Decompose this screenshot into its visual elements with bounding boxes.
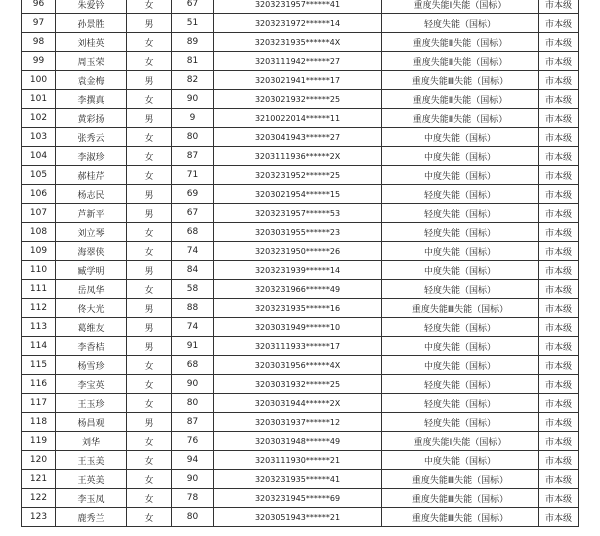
gender-cell: 女 [127, 508, 172, 527]
disability-level-cell: 轻度失能（国标） [382, 14, 539, 33]
disability-level-cell: 重度失能Ⅱ失能（国标） [382, 90, 539, 109]
id-number-cell: 3203021932******25 [214, 90, 382, 109]
disability-level-cell: 轻度失能（国标） [382, 318, 539, 337]
age-cell: 88 [172, 299, 214, 318]
row-number-cell: 104 [22, 147, 56, 166]
jurisdiction-cell: 市本级 [539, 52, 579, 71]
disability-level-cell: 重度失能Ⅱ失能（国标） [382, 33, 539, 52]
table-row [22, 204, 579, 223]
age-cell: 90 [172, 90, 214, 109]
name-cell: 孙景胜 [56, 14, 127, 33]
disability-level-cell: 重度失能Ⅰ失能（国标） [382, 0, 539, 14]
table-row [22, 52, 579, 71]
row-number-cell: 119 [22, 432, 56, 451]
name-cell: 杨雪珍 [56, 356, 127, 375]
disability-level-cell: 中度失能（国标） [382, 337, 539, 356]
jurisdiction-cell: 市本级 [539, 318, 579, 337]
row-number-cell: 123 [22, 508, 56, 527]
jurisdiction-cell: 市本级 [539, 166, 579, 185]
disability-level-cell: 轻度失能（国标） [382, 185, 539, 204]
disability-level-cell: 重度失能Ⅲ失能（国标） [382, 470, 539, 489]
disability-level-cell: 重度失能Ⅲ失能（国标） [382, 71, 539, 90]
gender-cell: 女 [127, 470, 172, 489]
jurisdiction-cell: 市本级 [539, 0, 579, 14]
name-cell: 海翠侠 [56, 242, 127, 261]
jurisdiction-cell: 市本级 [539, 337, 579, 356]
row-number-cell: 118 [22, 413, 56, 432]
table-row [22, 261, 579, 280]
age-cell: 9 [172, 109, 214, 128]
gender-cell: 男 [127, 337, 172, 356]
id-number-cell: 3203231945******69 [214, 489, 382, 508]
name-cell: 佟大光 [56, 299, 127, 318]
name-cell: 刘华 [56, 432, 127, 451]
jurisdiction-cell: 市本级 [539, 451, 579, 470]
age-cell: 82 [172, 71, 214, 90]
age-cell: 74 [172, 318, 214, 337]
age-cell: 67 [172, 0, 214, 14]
gender-cell: 男 [127, 204, 172, 223]
id-number-cell: 3203231957******41 [214, 0, 382, 14]
row-number-cell: 102 [22, 109, 56, 128]
age-cell: 81 [172, 52, 214, 71]
table-row [22, 451, 579, 470]
disability-level-cell: 轻度失能（国标） [382, 394, 539, 413]
row-number-cell: 96 [22, 0, 56, 14]
row-number-cell: 111 [22, 280, 56, 299]
gender-cell: 女 [127, 242, 172, 261]
disability-level-cell: 中度失能（国标） [382, 261, 539, 280]
table-row [22, 147, 579, 166]
disability-level-cell: 中度失能（国标） [382, 147, 539, 166]
id-number-cell: 3203041943******27 [214, 128, 382, 147]
name-cell: 李淑珍 [56, 147, 127, 166]
gender-cell: 男 [127, 185, 172, 204]
age-cell: 69 [172, 185, 214, 204]
name-cell: 朱爱钤 [56, 0, 127, 14]
jurisdiction-cell: 市本级 [539, 109, 579, 128]
table-row [22, 299, 579, 318]
name-cell: 郝桂芹 [56, 166, 127, 185]
age-cell: 90 [172, 375, 214, 394]
table-row [22, 508, 579, 527]
age-cell: 74 [172, 242, 214, 261]
id-number-cell: 3210022014******11 [214, 109, 382, 128]
row-number-cell: 100 [22, 71, 56, 90]
name-cell: 王玉美 [56, 451, 127, 470]
gender-cell: 男 [127, 109, 172, 128]
name-cell: 刘桂英 [56, 33, 127, 52]
row-number-cell: 120 [22, 451, 56, 470]
gender-cell: 女 [127, 128, 172, 147]
age-cell: 80 [172, 128, 214, 147]
age-cell: 87 [172, 147, 214, 166]
id-number-cell: 3203021941******17 [214, 71, 382, 90]
jurisdiction-cell: 市本级 [539, 356, 579, 375]
disability-level-cell: 轻度失能（国标） [382, 204, 539, 223]
row-number-cell: 114 [22, 337, 56, 356]
gender-cell: 女 [127, 166, 172, 185]
jurisdiction-cell: 市本级 [539, 147, 579, 166]
disability-level-cell: 中度失能（国标） [382, 451, 539, 470]
table-row [22, 223, 579, 242]
name-cell: 刘立琴 [56, 223, 127, 242]
gender-cell: 女 [127, 33, 172, 52]
disability-level-cell: 中度失能（国标） [382, 128, 539, 147]
row-number-cell: 121 [22, 470, 56, 489]
row-number-cell: 116 [22, 375, 56, 394]
table-body [22, 0, 579, 527]
table-row [22, 413, 579, 432]
table-row [22, 242, 579, 261]
name-cell: 周玉荣 [56, 52, 127, 71]
table-row [22, 356, 579, 375]
row-number-cell: 112 [22, 299, 56, 318]
age-cell: 71 [172, 166, 214, 185]
name-cell: 岳凤华 [56, 280, 127, 299]
disability-level-cell: 轻度失能（国标） [382, 280, 539, 299]
age-cell: 84 [172, 261, 214, 280]
row-number-cell: 109 [22, 242, 56, 261]
gender-cell: 女 [127, 489, 172, 508]
row-number-cell: 107 [22, 204, 56, 223]
gender-cell: 男 [127, 71, 172, 90]
name-cell: 王玉珍 [56, 394, 127, 413]
disability-level-cell: 轻度失能（国标） [382, 375, 539, 394]
name-cell: 臧学明 [56, 261, 127, 280]
table-row [22, 280, 579, 299]
row-number-cell: 98 [22, 33, 56, 52]
jurisdiction-cell: 市本级 [539, 413, 579, 432]
name-cell: 李香桔 [56, 337, 127, 356]
age-cell: 58 [172, 280, 214, 299]
id-number-cell: 3203231935******4X [214, 33, 382, 52]
jurisdiction-cell: 市本级 [539, 33, 579, 52]
age-cell: 94 [172, 451, 214, 470]
row-number-cell: 106 [22, 185, 56, 204]
gender-cell: 女 [127, 356, 172, 375]
gender-cell: 男 [127, 318, 172, 337]
jurisdiction-cell: 市本级 [539, 185, 579, 204]
name-cell: 鹿秀兰 [56, 508, 127, 527]
id-number-cell: 3203031955******23 [214, 223, 382, 242]
disability-level-cell: 中度失能（国标） [382, 242, 539, 261]
disability-level-cell: 重度失能Ⅱ失能（国标） [382, 109, 539, 128]
id-number-cell: 3203231939******14 [214, 261, 382, 280]
disability-level-cell: 中度失能（国标） [382, 356, 539, 375]
table-row [22, 128, 579, 147]
age-cell: 89 [172, 33, 214, 52]
name-cell: 李撰真 [56, 90, 127, 109]
jurisdiction-cell: 市本级 [539, 90, 579, 109]
row-number-cell: 101 [22, 90, 56, 109]
disability-level-cell: 重度失能Ⅱ失能（国标） [382, 52, 539, 71]
gender-cell: 女 [127, 280, 172, 299]
row-number-cell: 122 [22, 489, 56, 508]
row-number-cell: 108 [22, 223, 56, 242]
age-cell: 78 [172, 489, 214, 508]
jurisdiction-cell: 市本级 [539, 280, 579, 299]
table-row [22, 33, 579, 52]
name-cell: 杨昌观 [56, 413, 127, 432]
gender-cell: 男 [127, 299, 172, 318]
id-number-cell: 3203051943******21 [214, 508, 382, 527]
age-cell: 87 [172, 413, 214, 432]
gender-cell: 女 [127, 52, 172, 71]
gender-cell: 女 [127, 432, 172, 451]
jurisdiction-cell: 市本级 [539, 299, 579, 318]
id-number-cell: 3203111930******21 [214, 451, 382, 470]
table-row [22, 71, 579, 90]
id-number-cell: 3203031949******10 [214, 318, 382, 337]
jurisdiction-cell: 市本级 [539, 128, 579, 147]
name-cell: 杨志民 [56, 185, 127, 204]
jurisdiction-cell: 市本级 [539, 489, 579, 508]
row-number-cell: 113 [22, 318, 56, 337]
table-row [22, 318, 579, 337]
row-number-cell: 103 [22, 128, 56, 147]
gender-cell: 女 [127, 147, 172, 166]
id-number-cell: 3203031937******12 [214, 413, 382, 432]
table-row [22, 432, 579, 451]
gender-cell: 女 [127, 90, 172, 109]
table-row [22, 337, 579, 356]
gender-cell: 女 [127, 375, 172, 394]
age-cell: 68 [172, 223, 214, 242]
jurisdiction-cell: 市本级 [539, 432, 579, 451]
disability-level-cell: 中度失能（国标） [382, 166, 539, 185]
id-number-cell: 3203231966******49 [214, 280, 382, 299]
table-row [22, 0, 579, 14]
gender-cell: 女 [127, 223, 172, 242]
gender-cell: 男 [127, 14, 172, 33]
name-cell: 王英美 [56, 470, 127, 489]
id-number-cell: 3203031948******49 [214, 432, 382, 451]
table-row [22, 394, 579, 413]
table-row [22, 489, 579, 508]
id-number-cell: 3203111936******2X [214, 147, 382, 166]
gender-cell: 女 [127, 0, 172, 14]
gender-cell: 男 [127, 261, 172, 280]
disability-level-cell: 轻度失能（国标） [382, 413, 539, 432]
jurisdiction-cell: 市本级 [539, 14, 579, 33]
table-row [22, 14, 579, 33]
row-number-cell: 117 [22, 394, 56, 413]
name-cell: 葛维友 [56, 318, 127, 337]
disability-level-cell: 重度失能Ⅰ失能（国标） [382, 432, 539, 451]
disability-level-cell: 重度失能Ⅲ失能（国标） [382, 489, 539, 508]
row-number-cell: 97 [22, 14, 56, 33]
row-number-cell: 99 [22, 52, 56, 71]
id-number-cell: 3203031944******2X [214, 394, 382, 413]
id-number-cell: 3203231935******41 [214, 470, 382, 489]
id-number-cell: 3203111942******27 [214, 52, 382, 71]
jurisdiction-cell: 市本级 [539, 223, 579, 242]
name-cell: 李玉凤 [56, 489, 127, 508]
age-cell: 80 [172, 394, 214, 413]
gender-cell: 男 [127, 413, 172, 432]
id-number-cell: 3203231957******53 [214, 204, 382, 223]
age-cell: 67 [172, 204, 214, 223]
disability-level-cell: 轻度失能（国标） [382, 223, 539, 242]
age-cell: 68 [172, 356, 214, 375]
jurisdiction-cell: 市本级 [539, 71, 579, 90]
id-number-cell: 3203031932******25 [214, 375, 382, 394]
disability-level-cell: 重度失能Ⅲ失能（国标） [382, 508, 539, 527]
table-row [22, 470, 579, 489]
gender-cell: 女 [127, 394, 172, 413]
name-cell: 张秀云 [56, 128, 127, 147]
name-cell: 芦新平 [56, 204, 127, 223]
disability-assessment-table [21, 0, 579, 527]
disability-level-cell: 重度失能Ⅲ失能（国标） [382, 299, 539, 318]
age-cell: 76 [172, 432, 214, 451]
table-row [22, 90, 579, 109]
jurisdiction-cell: 市本级 [539, 242, 579, 261]
row-number-cell: 110 [22, 261, 56, 280]
table-row [22, 185, 579, 204]
name-cell: 李宝英 [56, 375, 127, 394]
name-cell: 黄彩扬 [56, 109, 127, 128]
jurisdiction-cell: 市本级 [539, 508, 579, 527]
id-number-cell: 3203231950******26 [214, 242, 382, 261]
id-number-cell: 3203231952******25 [214, 166, 382, 185]
id-number-cell: 3203021954******15 [214, 185, 382, 204]
jurisdiction-cell: 市本级 [539, 261, 579, 280]
age-cell: 80 [172, 508, 214, 527]
id-number-cell: 3203231935******16 [214, 299, 382, 318]
name-cell: 袁金梅 [56, 71, 127, 90]
age-cell: 51 [172, 14, 214, 33]
table-row [22, 166, 579, 185]
table-row [22, 375, 579, 394]
id-number-cell: 3203111933******17 [214, 337, 382, 356]
row-number-cell: 105 [22, 166, 56, 185]
jurisdiction-cell: 市本级 [539, 375, 579, 394]
id-number-cell: 3203231972******14 [214, 14, 382, 33]
row-number-cell: 115 [22, 356, 56, 375]
gender-cell: 女 [127, 451, 172, 470]
id-number-cell: 3203031956******4X [214, 356, 382, 375]
age-cell: 90 [172, 470, 214, 489]
jurisdiction-cell: 市本级 [539, 470, 579, 489]
jurisdiction-cell: 市本级 [539, 394, 579, 413]
table-row [22, 109, 579, 128]
age-cell: 91 [172, 337, 214, 356]
jurisdiction-cell: 市本级 [539, 204, 579, 223]
